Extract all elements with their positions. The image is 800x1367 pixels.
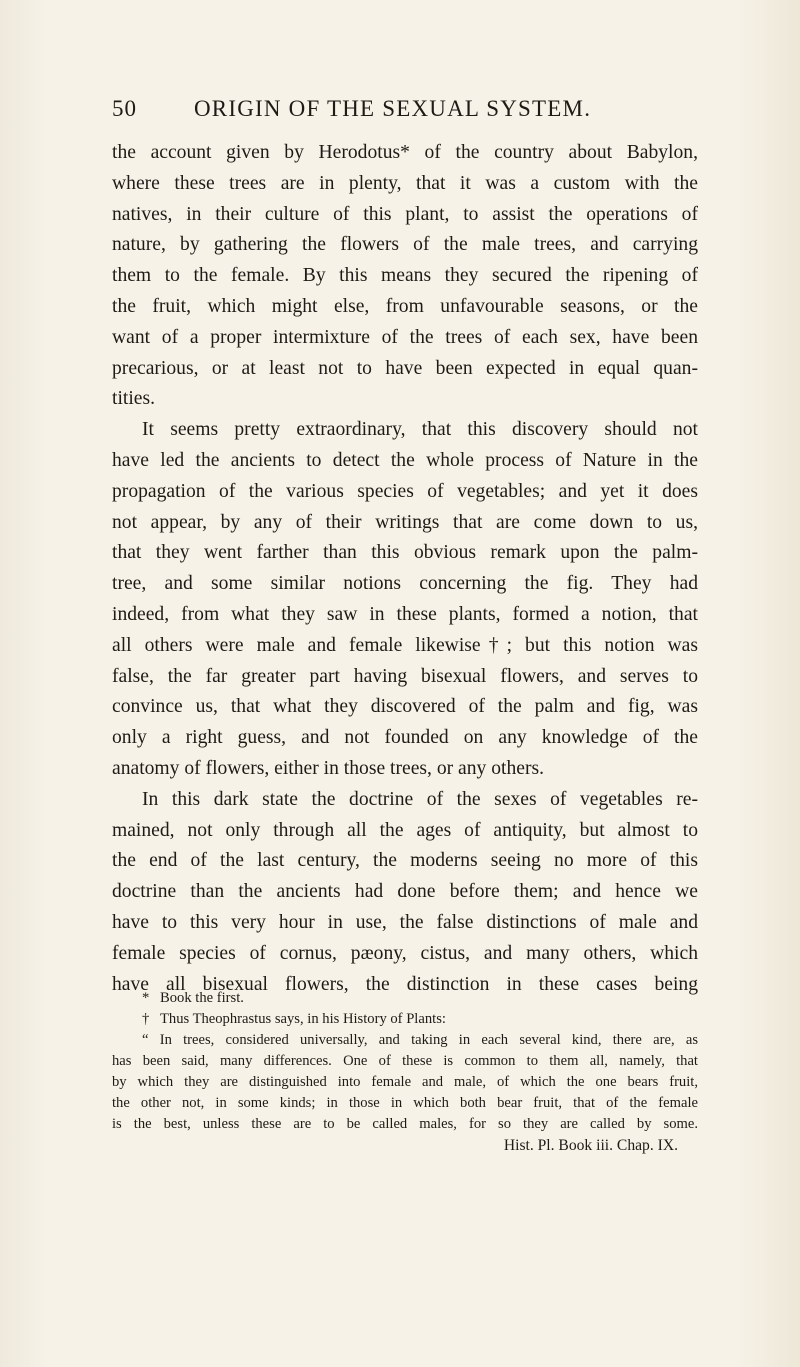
paragraph-start-line: It seems pretty extraordinary, that this discovery should not bbox=[142, 419, 698, 441]
footnote-quote-line: is the best, unless these are to be called males, for so they are called by some. bbox=[112, 1116, 698, 1132]
text-line: have all bisexual flowers, the distinction in these cases being bbox=[112, 973, 698, 995]
text-line: doctrine than the ancients had done before them; and hence we bbox=[112, 881, 698, 903]
text-line: where these trees are in plenty, that it was a custom with the bbox=[112, 172, 698, 194]
text-line: anatomy of flowers, either in those trees, or any others. bbox=[112, 757, 545, 779]
text-line: want of a proper intermixture of the trees of each sex, have been bbox=[112, 326, 698, 348]
text-line: indeed, from what they saw in these plants, formed a notion, that bbox=[112, 603, 698, 625]
footnote-dagger bbox=[112, 1009, 698, 1030]
text-line: the account given by Herodotus* of the country about Babylon, bbox=[112, 142, 698, 163]
text-line: the end of the last century, the moderns seeing no more of this bbox=[112, 850, 698, 872]
text-line: have led the ancients to detect the whole process of Nature in the bbox=[112, 449, 698, 471]
text-line: have to this very hour in use, the false distinctions of male and bbox=[112, 911, 698, 933]
text-line: nature, by gathering the flowers of the male trees, and carrying bbox=[112, 234, 698, 256]
text-line: only a right guess, and not founded on any knowledge of the bbox=[112, 727, 698, 749]
text-line: female species of cornus, pæony, cistus, and many others, which bbox=[112, 942, 698, 964]
text-line: them to the female. By this means they secured the ripening of bbox=[112, 265, 698, 287]
footnote-star-mark: * bbox=[142, 990, 150, 1006]
text-line: propagation of the various species of vegetables; and yet it does bbox=[112, 480, 698, 502]
footnote-dagger-text: Thus Theophrastus says, in his History of Plants: bbox=[160, 1011, 446, 1027]
footnote-quote-line: the other not, in some kinds; in those in which both bear fruit, that of the female bbox=[112, 1095, 698, 1111]
text-line: not appear, by any of their writings that are come down to us, bbox=[112, 511, 698, 533]
footnote-quote-line: has been said, many differences. One of these is common to them all, namely, that bbox=[112, 1053, 698, 1069]
text-line: tree, and some similar notions concerning the fig. They had bbox=[112, 573, 698, 595]
footnotes bbox=[112, 988, 698, 1156]
footnote-quote-line: “ In trees, considered universally, and taking in each several kind, there are, as bbox=[142, 1032, 698, 1048]
running-head: ORIGIN OF THE SEXUAL SYSTEM. bbox=[194, 96, 592, 121]
footnote-citation: Hist. Pl. Book iii. Chap. IX. bbox=[503, 1137, 678, 1154]
text-line: precarious, or at least not to have been expected in equal quan- bbox=[112, 357, 698, 379]
text-line: the fruit, which might else, from unfavourable seasons, or the bbox=[112, 295, 698, 317]
footnote-star-text: Book the first. bbox=[160, 990, 244, 1006]
page-header bbox=[112, 96, 712, 130]
page-number: 50 bbox=[112, 96, 137, 121]
footnote-star bbox=[112, 988, 698, 1009]
text-line: that they went farther than this obvious remark upon the palm- bbox=[112, 542, 698, 564]
text-line: all others were male and female likewise†; but this notion was bbox=[112, 634, 698, 656]
footnote-dagger-mark: † bbox=[142, 1011, 150, 1027]
text-line: natives, in their culture of this plant, to assist the operations of bbox=[112, 203, 698, 225]
text-line: false, the far greater part having bisexual flowers, and serves to bbox=[112, 665, 698, 687]
footnote-quote-line: by which they are distinguished into female and male, of which the one bears fruit, bbox=[112, 1074, 698, 1090]
main-text bbox=[112, 138, 698, 1000]
text-line: convince us, that what they discovered of the palm and fig, was bbox=[112, 696, 698, 718]
text-line: mained, not only through all the ages of antiquity, but almost to bbox=[112, 819, 698, 841]
text-line: tities. bbox=[112, 388, 155, 410]
paragraph-start-line: In this dark state the doctrine of the sexes of vegetables re- bbox=[142, 788, 698, 810]
